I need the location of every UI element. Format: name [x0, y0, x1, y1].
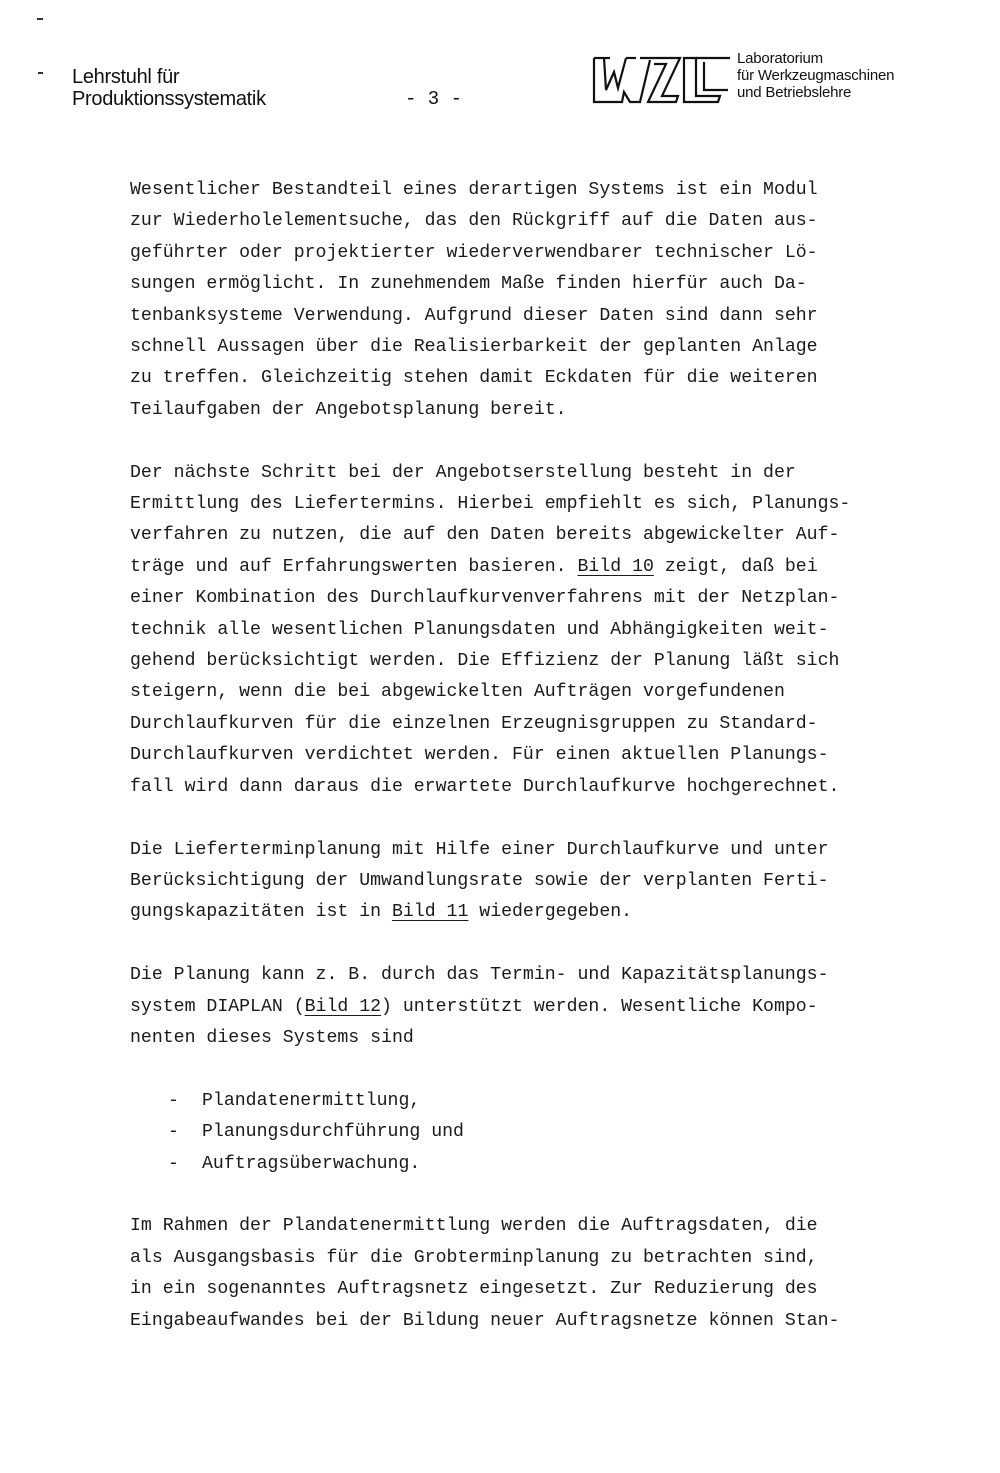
- text-line: technik alle wesentlichen Planungsdaten und Abhängigkeiten weit-: [130, 619, 829, 640]
- text-segment: system DIAPLAN (: [130, 996, 305, 1017]
- text-line: Die Lieferterminplanung mit Hilfe einer Durchlaufkurve und unter: [130, 839, 829, 860]
- text-line: Wesentlicher Bestandteil eines derartigen Systems ist ein Modul: [130, 180, 818, 200]
- text-line: sungen ermöglicht. In zunehmendem Maße finden hierfür auch Da-: [130, 274, 807, 295]
- laboratory-line-3: und Betriebslehre: [737, 84, 852, 101]
- wzl-logo: [592, 52, 732, 106]
- text-line: als Ausgangsbasis für die Grobterminplanung zu betrachten sind,: [130, 1247, 818, 1268]
- figure-reference-bild-12: Bild 12: [304, 996, 382, 1017]
- text-line: [130, 992, 900, 1023]
- text-line: gehend berücksichtigt werden. Die Effizienz der Planung läßt sich: [130, 651, 840, 672]
- text-line: Die Planung kann z. B. durch das Termin- und Kapazitätsplanungs-: [130, 965, 829, 986]
- paragraph-delivery-date: [130, 458, 900, 803]
- paragraph-module-search: [130, 175, 900, 426]
- paragraph-diaplan: [130, 960, 900, 1054]
- text-segment: zeigt, daß bei: [653, 556, 818, 577]
- component-list: [130, 1086, 900, 1180]
- text-line: Ermittlung des Liefertermins. Hierbei empfiehlt es sich, Planungs-: [130, 494, 851, 515]
- text-line: Eingabeaufwandes bei der Bildung neuer Auftragsnetze können Stan-: [130, 1310, 840, 1331]
- text-line: steigern, wenn die bei abgewickelten Aufträgen vorgefundenen: [130, 682, 785, 703]
- text-line: fall wird dann daraus die erwartete Durchlaufkurve hochgerechnet.: [130, 776, 840, 797]
- text-line: in ein sogenanntes Auftragsnetz eingesetzt. Zur Reduzierung des: [130, 1279, 818, 1300]
- paragraph-plan-data: [130, 1211, 900, 1337]
- text-line: zur Wiederholelementsuche, das den Rückgriff auf die Daten aus-: [130, 211, 818, 232]
- text-line: tenbanksysteme Verwendung. Aufgrund dieser Daten sind dann sehr: [130, 305, 818, 326]
- text-line: Durchlaufkurven für die einzelnen Erzeugnisgruppen zu Standard-: [130, 713, 818, 734]
- text-segment: träge und auf Erfahrungswerten basieren.: [130, 556, 578, 577]
- text-line: einer Kombination des Durchlaufkurvenverfahrens mit der Netzplan-: [130, 588, 840, 609]
- document-body: [130, 175, 900, 1368]
- list-item: [130, 1086, 900, 1117]
- text-line: [130, 897, 900, 928]
- figure-reference-bild-11: Bild 11: [391, 902, 469, 923]
- institution-line-1: Lehrstuhl für: [72, 66, 180, 88]
- text-line: geführter oder projektierter wiederverwendbarer technischer Lö-: [130, 242, 818, 263]
- laboratory-line-1: Laboratorium: [737, 50, 823, 67]
- list-dash: -: [168, 1153, 179, 1174]
- laboratory-name: [737, 50, 894, 101]
- text-line: Durchlaufkurven verdichtet werden. Für einen aktuellen Planungs-: [130, 745, 829, 766]
- text-line: Im Rahmen der Plandatenermittlung werden die Auftragsdaten, die: [130, 1216, 818, 1237]
- text-line: Berücksichtigung der Umwandlungsrate sowie der verplanten Ferti-: [130, 870, 829, 891]
- text-line: zu treffen. Gleichzeitig stehen damit Eckdaten für die weiteren: [130, 368, 818, 389]
- text-line: nenten dieses Systems sind: [130, 1027, 414, 1048]
- text-segment: gungskapazitäten ist in: [130, 902, 392, 923]
- list-item-text: Planungsdurchführung und: [202, 1122, 464, 1143]
- paragraph-delivery-planning: [130, 835, 900, 929]
- scan-mark-side: [38, 72, 43, 74]
- list-item: [130, 1117, 900, 1148]
- text-line: Der nächste Schritt bei der Angebotserstellung besteht in der: [130, 462, 796, 483]
- text-line: Teilaufgaben der Angebotsplanung bereit.: [130, 399, 567, 420]
- text-line: schnell Aussagen über die Realisierbarkeit der geplanten Anlage: [130, 337, 818, 358]
- text-line: [130, 552, 900, 583]
- list-item-text: Plandatenermittlung,: [202, 1090, 421, 1111]
- list-dash: -: [168, 1090, 179, 1111]
- list-dash: -: [168, 1122, 179, 1143]
- institution-name: [72, 66, 266, 110]
- institution-line-2: Produktionssystematik: [72, 88, 266, 110]
- text-segment: ) unterstützt werden. Wesentliche Kompo-: [381, 996, 818, 1017]
- scan-mark-top: [37, 18, 43, 20]
- figure-reference-bild-10: Bild 10: [577, 556, 654, 577]
- list-item: [130, 1149, 900, 1180]
- text-segment: wiedergegeben.: [468, 902, 633, 923]
- page-number: - 3 -: [405, 88, 463, 110]
- list-item-text: Auftragsüberwachung.: [202, 1153, 421, 1174]
- text-line: verfahren zu nutzen, die auf den Daten bereits abgewickelter Auf-: [130, 525, 840, 546]
- laboratory-line-2: für Werkzeugmaschinen: [737, 67, 895, 84]
